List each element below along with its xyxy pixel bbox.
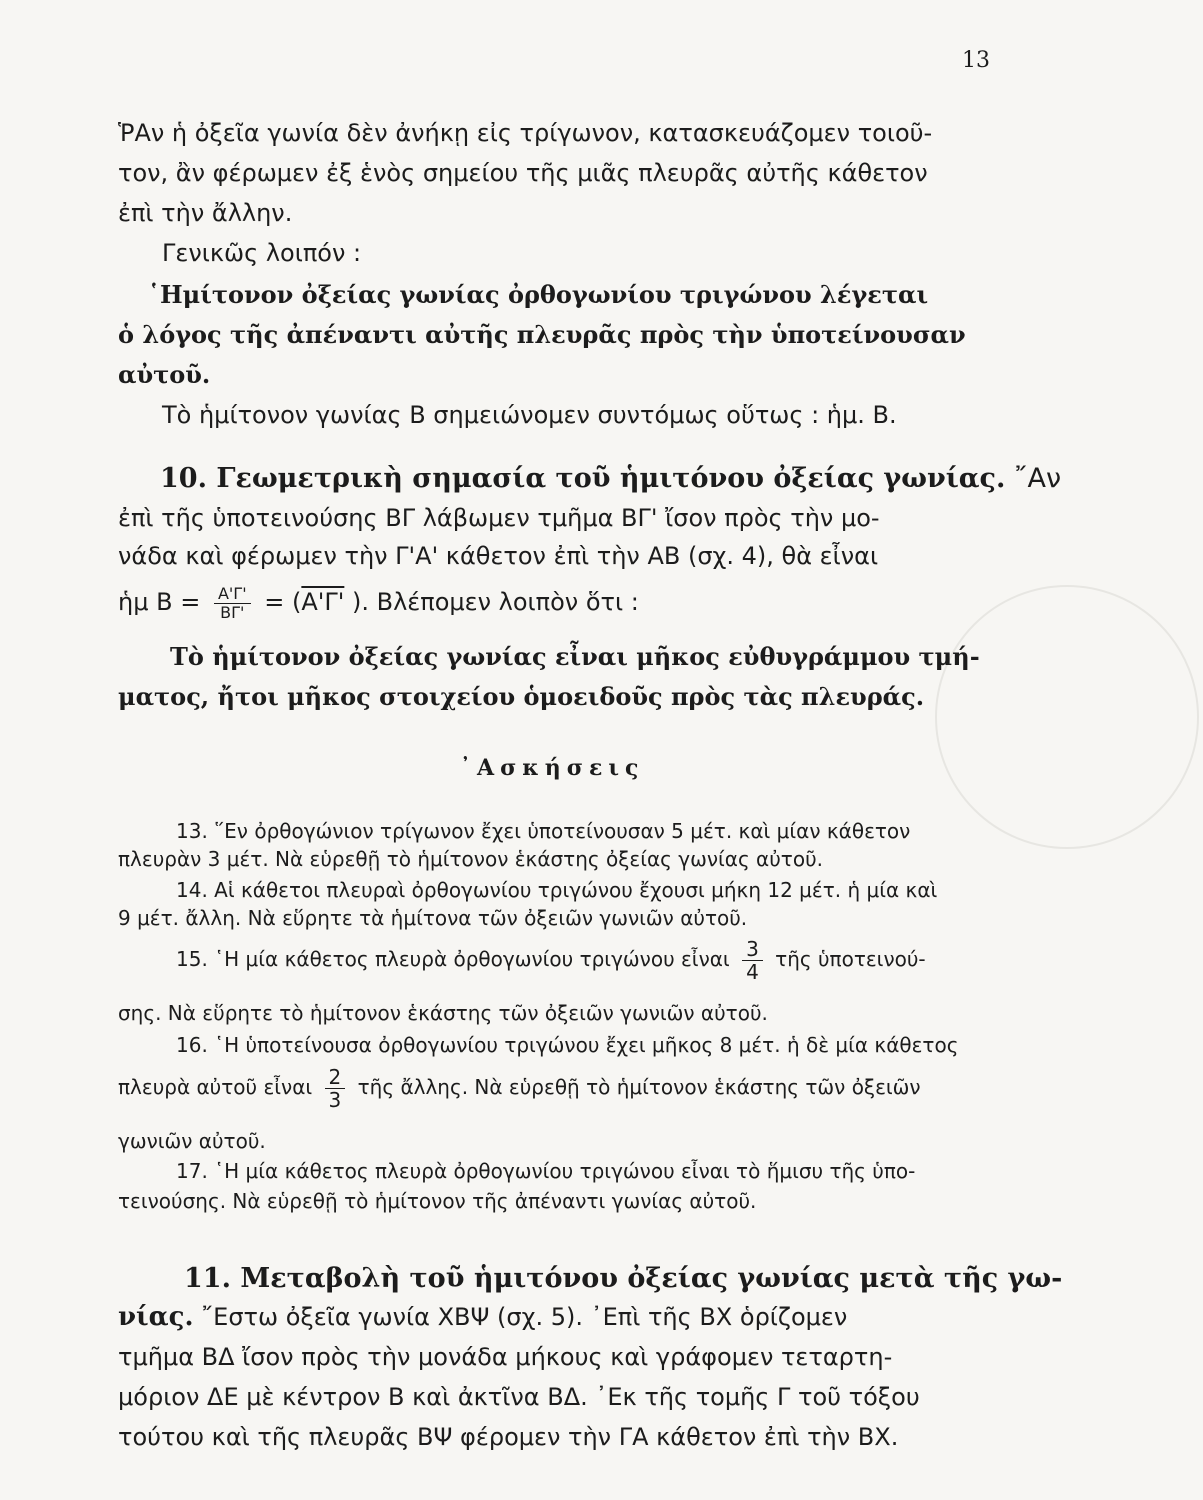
- exercise-16-text: πλευρὰ αὐτοῦ εἶναι: [118, 1075, 313, 1099]
- paragraph-line: τμῆμα ΒΔ ἴσον πρὸς τὴν μονάδα μήκους καὶ γράφομεν τεταρτη-: [118, 1343, 893, 1371]
- paragraph-line: τούτου καὶ τῆς πλευρᾶς ΒΨ φέρομεν τὴν ΓΑ κάθετον ἐπὶ τὴν ΒΧ.: [118, 1423, 899, 1451]
- fraction-numerator: Α'Γ': [214, 585, 251, 604]
- fraction-denominator: 3: [328, 1088, 342, 1112]
- exercise-line: τεινούσης. Νὰ εὑρεθῇ τὸ ἡμίτονον τῆς ἀπέναντι γωνίας αὐτοῦ.: [118, 1189, 757, 1213]
- conclusion-line: Τὸ ἡμίτονον ὀξείας γωνίας εἶναι μῆκος εὐθυγράμμου τμή-: [170, 642, 980, 671]
- exercise-line: πλευρὰν 3 μέτ. Νὰ εὑρεθῇ τὸ ἡμίτονον ἑκάστης ὀξείας γωνίας αὐτοῦ.: [118, 847, 823, 871]
- exercise-15-text: 15. ῾Η μία κάθετος πλευρὰ ὀρθογωνίου τριγώνου εἶναι: [176, 947, 730, 971]
- section-10-heading-line: [160, 462, 1060, 496]
- exercise-line: 13. ῞Εν ὀρθογώνιον τρίγωνον ἔχει ὑποτείνουσαν 5 μέτ. καὶ μίαν κάθετον: [176, 819, 911, 843]
- exercise-line: σης. Νὰ εὕρητε τὸ ἡμίτονον ἑκάστης τῶν ὀξειῶν γωνιῶν αὐτοῦ.: [118, 1001, 768, 1025]
- exercise-16-tail: τῆς ἄλλης. Νὰ εὑρεθῇ τὸ ἡμίτονον ἑκάστης τῶν ὀξειῶν: [357, 1075, 921, 1099]
- paragraph-line: ἐπὶ τὴν ἄλλην.: [118, 199, 293, 227]
- formula-equals: = (: [264, 588, 302, 616]
- conclusion-line: ματος, ἤτοι μῆκος στοιχείου ὁμοειδοῦς πρὸς τὰς πλευράς.: [118, 682, 925, 711]
- section-11-heading: 11. Μεταβολὴ τοῦ ἡμιτόνου ὀξείας γωνίας μετὰ τῆς γω-: [184, 1263, 1063, 1294]
- exercise-line: 14. Αἱ κάθετοι πλευραὶ ὀρθογωνίου τριγώνου ἔχουσι μήκη 12 μέτ. ἡ μία καὶ: [176, 878, 938, 902]
- paragraph-line: ῬΑν ἡ ὀξεῖα γωνία δὲν ἀνήκῃ εἰς τρίγωνον, κατασκευάζομεν τοιοῦ-: [118, 119, 933, 147]
- formula-fraction: [214, 585, 251, 621]
- exercise-line-with-fraction: [118, 1064, 1018, 1111]
- formula-line: [118, 582, 1018, 622]
- segment-overline: Α'Γ': [301, 588, 345, 616]
- paragraph-line: Τὸ ἡμίτονον γωνίας Β σημειώνομεν συντόμως οὕτως : ἡμ. Β.: [162, 401, 897, 429]
- definition-line: ὁ λόγος τῆς ἀπέναντι αὐτῆς πλευρᾶς πρὸς τὴν ὑποτείνουσαν: [118, 320, 966, 349]
- section-11-line-tail: ῎Εστω ὀξεῖα γωνία ΧΒΨ (σχ. 5). ᾿Επὶ τῆς ΒΧ ὁρίζομεν: [201, 1303, 848, 1331]
- page-number: 13: [962, 48, 990, 73]
- exercise-line: 16. ῾Η ὑποτείνουσα ὀρθογωνίου τριγώνου ἔχει μῆκος 8 μέτ. ἡ δὲ μία κάθετος: [176, 1033, 959, 1057]
- fraction-numerator: 2: [325, 1066, 346, 1089]
- paragraph-line: μόριον ΔΕ μὲ κέντρον Β καὶ ἀκτῖνα ΒΔ. ᾿Εκ τῆς τομῆς Γ τοῦ τόξου: [118, 1383, 920, 1411]
- section-10-heading-tail: ῎Αν: [1013, 463, 1062, 494]
- section-11-heading-end: νίας.: [118, 1302, 194, 1332]
- formula-tail: ). Βλέπομεν λοιπὸν ὅτι :: [351, 588, 639, 616]
- fraction-numerator: 3: [742, 938, 763, 961]
- fraction-two-thirds: [325, 1066, 346, 1111]
- exercise-line: γωνιῶν αὐτοῦ.: [118, 1129, 266, 1153]
- paragraph-line: Γενικῶς λοιπόν :: [162, 239, 362, 267]
- faint-library-stamp: [935, 585, 1199, 849]
- section-11-line: [118, 1302, 1018, 1332]
- exercise-line-with-fraction: [176, 936, 1076, 983]
- fraction-denominator: 4: [746, 960, 759, 984]
- definition-line: αὐτοῦ.: [118, 360, 211, 389]
- formula-lhs: ἡμ Β =: [118, 588, 201, 616]
- exercise-line: 17. ῾Η μία κάθετος πλευρὰ ὀρθογωνίου τριγώνου εἶναι τὸ ἥμισυ τῆς ὑπο-: [176, 1159, 916, 1183]
- fraction-three-quarters: [742, 938, 763, 983]
- fraction-denominator: ΒΓ': [220, 602, 245, 622]
- paragraph-line: ἐπὶ τῆς ὑποτεινούσης ΒΓ λάβωμεν τμῆμα ΒΓ' ἴσον πρὸς τὴν μο-: [118, 504, 880, 532]
- section-10-heading: 10. Γεωμετρικὴ σημασία τοῦ ἡμιτόνου ὀξείας γωνίας.: [160, 463, 1006, 494]
- exercise-15-tail: τῆς ὑποτεινού-: [775, 947, 926, 971]
- section-11-heading-line: [184, 1262, 1084, 1296]
- exercise-line: 9 μέτ. ἄλλη. Νὰ εὕρητε τὰ ἡμίτονα τῶν ὀξειῶν γωνιῶν αὐτοῦ.: [118, 906, 748, 930]
- paragraph-line: νάδα καὶ φέρωμεν τὴν Γ'Α' κάθετον ἐπὶ τὴν ΑΒ (σχ. 4), θὰ εἶναι: [118, 542, 879, 570]
- paragraph-line: τον, ἂν φέρωμεν ἐξ ἑνὸς σημείου τῆς μιᾶς πλευρᾶς αὐτῆς κάθετον: [118, 159, 928, 187]
- exercises-title: ᾿Ασκήσεις: [460, 755, 645, 781]
- definition-line: ῾Ημίτονον ὀξείας γωνίας ὀρθογωνίου τριγώνου λέγεται: [148, 280, 929, 309]
